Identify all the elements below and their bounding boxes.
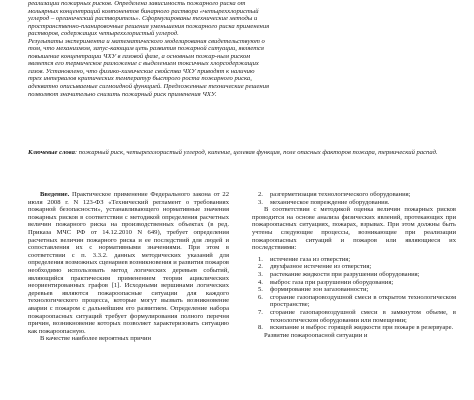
right-paragraph-tail: Развитие пожароопасной ситуации и — [264, 331, 368, 339]
list-text: сгорание газопаровоздушной смеси в открытом технологическом пространстве; — [270, 293, 456, 309]
list-item — [252, 256, 456, 264]
list-number: 5. — [258, 286, 263, 294]
list-text: выброс газа при разрушении оборудования; — [270, 278, 394, 286]
list-number: 6. — [258, 293, 263, 301]
left-paragraph-end: В качестве наиболее вероятных причин — [40, 335, 152, 343]
list-text: формирование зон загазованности; — [270, 286, 369, 294]
right-paragraph: В соответствии с методикой оценка величин пожарных рисков проводится на основе анализа физических явлений, протекающих при пожароопасных ситуациях, пожарах, взрывах. При этом должны быть учтены следующие процессы, возникающие при реализации пожароопасных ситуаций и пожаров или являющиеся их последствиями: — [252, 206, 456, 252]
keywords-text: : пожарный риск, четыреххлористый углерод, кипение, целевая функция, поле опасных факторов пожара, термический распад. — [74, 149, 438, 156]
list-number: 1. — [258, 255, 263, 263]
list-text: разгерметизация технологического оборудования; — [270, 191, 411, 198]
list-number: 8. — [258, 324, 263, 332]
keywords — [28, 149, 456, 157]
list-text: механическое повреждение оборудования. — [270, 198, 390, 206]
list-item — [252, 324, 456, 332]
abstract-line: пространственно-планировочные решения уменьшения пожарного риска применения — [28, 22, 270, 30]
list-item — [252, 286, 456, 294]
intro-paragraph — [28, 191, 229, 335]
left-column — [28, 191, 229, 343]
list-item — [252, 263, 456, 271]
list-item — [252, 279, 456, 287]
list-number: 4. — [258, 278, 263, 286]
list-number: 2. — [258, 263, 263, 271]
list-number: 2. — [258, 191, 263, 198]
abstract-line: растворов, содержащих четыреххлористый углерод. — [28, 30, 179, 38]
keywords-label: Ключевые слова — [28, 149, 75, 156]
right-column — [252, 191, 456, 339]
list-item — [252, 191, 456, 199]
abstract-line: трех интервалов критических температур быстрого роста пожарного риска, — [28, 75, 252, 83]
list-text: сгорание газопаровоздушной смеси в замкнутом объеме, в технологическом оборудовании или помещении; — [270, 308, 456, 324]
abstract-line: адекватно описываемые сигмоидной функцией. Предложенные технические решения — [28, 83, 270, 91]
abstract-line: Результаты эксперимента и математического моделирования свидетельствуют о — [28, 37, 265, 45]
abstract-line: реализации пожарных рисков. Определена зависимость пожарного риска от — [28, 0, 246, 7]
abstract-line: повышение концентрации ЧХУ в газовой фазе, а основным пожар-ным риском — [28, 52, 251, 60]
list-text: двухфазное истечение из отверстия; — [270, 263, 372, 271]
list-item — [252, 271, 456, 279]
list-item — [252, 309, 456, 324]
abstract-line: мольярных концентраций компонентов бинарного раствора «четыреххлористый — [28, 7, 259, 15]
list-item — [252, 199, 456, 207]
abstract-line: том, что механизмом, запус-кающим цепь развития пожарной ситуации, является — [28, 45, 265, 53]
list-number: 7. — [258, 308, 263, 316]
abstract-line: газов. Установлено, что физико-химические свойства ЧХУ приводят к наличию — [28, 67, 255, 75]
list-text: вскипание и выброс горящей жидкости при пожаре в резервуаре. — [270, 324, 454, 332]
list-number: 3. — [258, 198, 263, 206]
intro-text: Практическое применение Федерального закона от 22 июля 2008 г. N 123-ФЗ «Технический регламент о требованиях пожарной безопасности», устанавливающего нормативные значения пожарных рисков в соответствии с методикой определения расчетных величин пожарного риска на производственных объектах (в ред. Приказа МЧС РФ от 14.12.2010 N 649), требует определения расчетных величин пожарного риска и ее последствий для людей и сопоставления их с нормативными значениями. При этом в соответствии с п. 3.3.2. данных методических указаний для определения возможных сценариев возникновения и развития пожаров необходимо использовать метод логических деревьев событий, являющийся практическим применением теории ациклических неориентированных графов [1]. Исходными вершинами логических деревьев являются пожароопасные ситуации для каждого технологического процесса, которые могут вызвать возникновение аварии с пожаром с дальнейшим его развитием. Определение набора пожароопасных ситуаций требует формулирования полного перечня причин, возникновение которых позволяет характеризовать ситуацию как пожароопасную. — [28, 191, 230, 335]
list-text: растекание жидкости при разрушении оборудования; — [270, 270, 420, 278]
abstract-line: позволяют значительно снизить пожарный риск применения ЧХУ. — [28, 90, 217, 98]
abstract-line: углерод – органический растворитель». Сформулированы технические методы и — [28, 15, 258, 23]
abstract — [28, 0, 456, 98]
abstract-line: является его термическое разложение с выделением токсичных хлорсодержащих — [28, 60, 259, 68]
list-number: 3. — [258, 270, 263, 278]
intro-heading: Введение. — [40, 191, 70, 198]
list-item — [252, 294, 456, 309]
list-text: истечение газа из отверстия; — [270, 255, 351, 263]
